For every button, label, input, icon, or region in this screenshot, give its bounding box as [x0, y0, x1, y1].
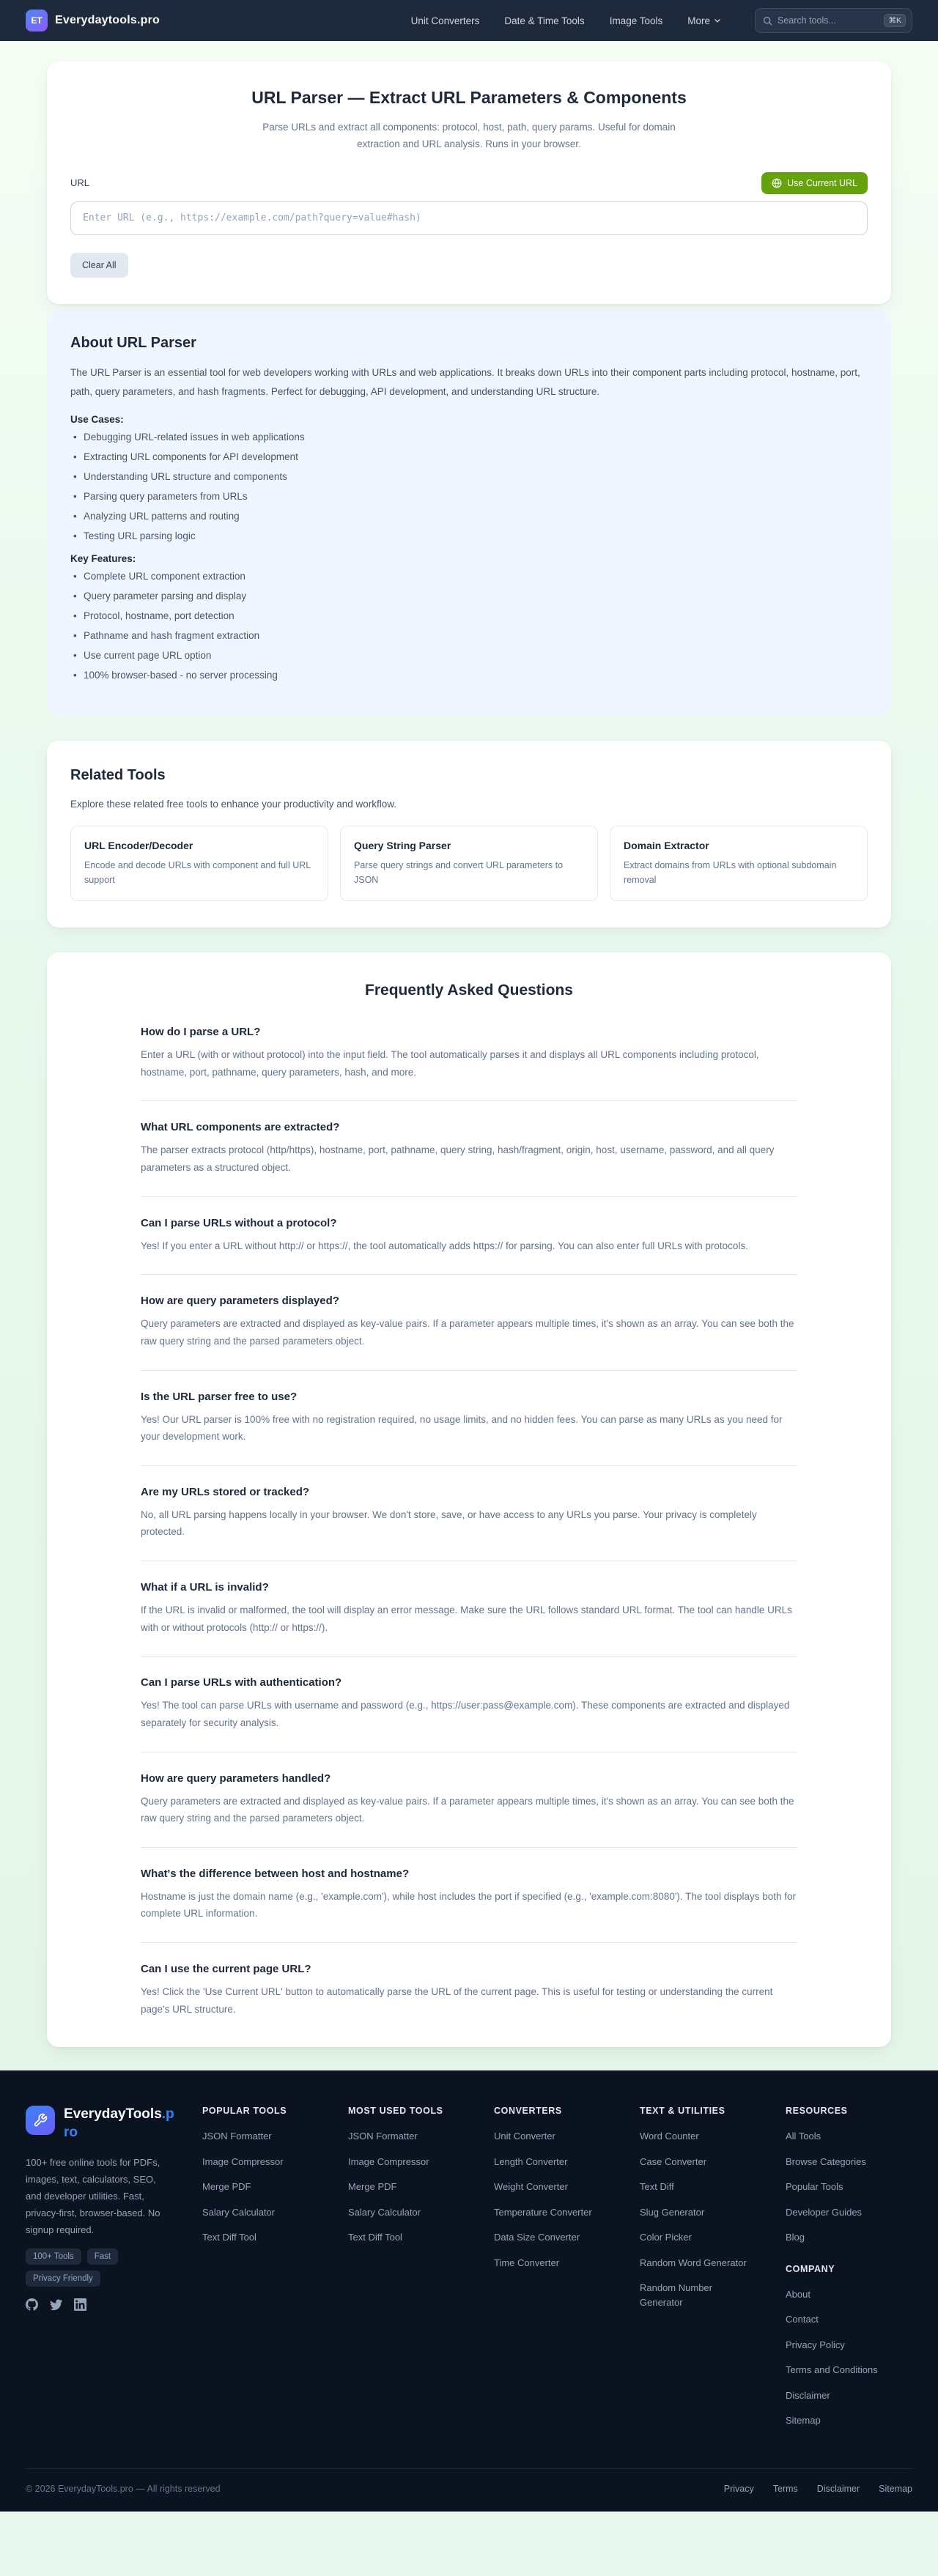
faq-answer: Yes! Our URL parser is 100% free with no registration required, no usage limits, and no hidden fees. You can parse as many URLs as you need for your development work.	[141, 1413, 783, 1443]
faq-divider	[141, 1656, 797, 1657]
nav-link[interactable]: Date & Time Tools	[504, 15, 585, 26]
faq-item	[141, 1217, 797, 1276]
footer-link[interactable]: Length Converter	[494, 2155, 568, 2167]
twitter-icon[interactable]	[50, 2298, 62, 2311]
footer-column-heading: TEXT & UTILITIES	[640, 2106, 725, 2117]
footer-badge: Fast	[87, 2249, 118, 2265]
faq-question: How are query parameters displayed?	[141, 1295, 339, 1308]
faq-answer: Yes! The tool can parse URLs with username and password (e.g., https://user:pass@example.com). These components are extracted and displayed separately for security analysis.	[141, 1700, 790, 1728]
key-feature-item: • Pathname and hash fragment extraction	[70, 630, 868, 641]
faq-answer: No, all URL parsing happens locally in your browser. We don't store, save, or have access to any URLs you parse. Your privacy is completely protected.	[141, 1509, 757, 1538]
globe-icon	[772, 178, 782, 188]
main-nav	[411, 15, 721, 26]
footer-link[interactable]: Merge PDF	[202, 2181, 251, 2193]
related-tools-section	[47, 741, 891, 928]
url-field-label: URL	[70, 177, 90, 189]
faq-question: Can I parse URLs without a protocol?	[141, 1216, 337, 1229]
footer-link[interactable]: Image Compressor	[202, 2155, 284, 2167]
nav-link[interactable]: Image Tools	[609, 15, 663, 26]
faq-answer: Query parameters are extracted and displayed as key-value pairs. If a parameter appears multiple times, it's shown as an array. You can see both the raw query string and the parsed parameters object.	[141, 1318, 794, 1347]
related-tools-subheading: Explore these related free tools to enhance your productivity and workflow.	[70, 799, 396, 810]
site-logo-text: ET	[31, 15, 43, 26]
use-current-url-button[interactable]	[761, 172, 868, 194]
related-tool-desc: Parse query strings and convert URL parameters to JSON	[354, 860, 564, 886]
footer-bottom-link[interactable]: Privacy	[723, 2483, 754, 2494]
faq-question: Is the URL parser free to use?	[141, 1390, 298, 1403]
wrench-logo-icon	[33, 2113, 48, 2128]
footer-badge: Privacy Friendly	[26, 2270, 100, 2287]
footer-bottom-link[interactable]: Terms	[772, 2483, 798, 2494]
faq-divider	[141, 1465, 797, 1466]
about-intro: The URL Parser is an essential tool for web developers working with URLs and web applications. It breaks down URLs into their component parts including protocol, hostname, port, path, query parameters, and hash fragments. Perfect for debugging, API development, and understanding URL structure.	[70, 366, 860, 397]
footer-column-company	[786, 2264, 912, 2428]
faq-item	[141, 1486, 797, 1561]
faq-question: What URL components are extracted?	[141, 1121, 340, 1134]
footer-bottom-bar	[26, 2468, 912, 2512]
faq-divider	[141, 1370, 797, 1371]
tool-description: Parse URLs and extract all components: protocol, host, path, query params. Useful for domain extraction and URL analysis. Runs in your browser.	[262, 122, 676, 149]
footer-description: 100+ free online tools for PDFs, images, text, calculators, SEO, and developer utilities. Fast, privacy-first, browser-based. No signup required.	[26, 2156, 160, 2236]
footer-link[interactable]: JSON Formatter	[348, 2131, 418, 2142]
footer-link[interactable]: Weight Converter	[494, 2181, 568, 2193]
key-feature-item: • Complete URL component extraction	[70, 571, 868, 582]
footer-link[interactable]: Temperature Converter	[494, 2206, 592, 2218]
linkedin-icon[interactable]	[74, 2298, 86, 2311]
use-case-item: • Testing URL parsing logic	[70, 530, 868, 541]
faq-divider	[141, 1274, 797, 1275]
footer-link[interactable]: Slug Generator	[640, 2206, 705, 2218]
footer-column-heading: MOST USED TOOLS	[348, 2106, 443, 2117]
nav-link[interactable]: Unit Converters	[410, 15, 480, 26]
use-cases-label: Use Cases:	[70, 414, 124, 426]
faq-section	[47, 952, 891, 2047]
page-title: URL Parser — Extract URL Parameters & Components	[251, 88, 687, 107]
faq-item	[141, 1676, 797, 1752]
footer-link[interactable]: Merge PDF	[348, 2181, 397, 2193]
footer-badges	[26, 2249, 165, 2287]
footer-link[interactable]: Random Number Generator	[640, 2282, 712, 2308]
github-icon[interactable]	[26, 2298, 38, 2311]
key-feature-item: • Protocol, hostname, port detection	[70, 610, 868, 621]
url-input[interactable]	[70, 201, 868, 235]
faq-question: Can I use the current page URL?	[141, 1963, 311, 1976]
faq-answer: The parser extracts protocol (http/https), hostname, port, pathname, query string, hash/fragment, origin, host, username, password, and all query parameters as a structured object.	[141, 1144, 775, 1174]
footer-link[interactable]: Color Picker	[640, 2232, 692, 2243]
faq-question: What if a URL is invalid?	[141, 1581, 269, 1594]
faq-question: How do I parse a URL?	[141, 1026, 261, 1039]
faq-item	[141, 1026, 797, 1101]
faq-item	[141, 1772, 797, 1848]
footer-column-popular-tools	[202, 2106, 329, 2439]
faq-divider	[141, 1847, 797, 1848]
footer-link[interactable]: Browse Categories	[786, 2155, 866, 2167]
key-features-list	[70, 571, 868, 681]
use-case-item: • Debugging URL-related issues in web applications	[70, 432, 868, 443]
search-shortcut-badge: ⌘K	[884, 14, 906, 27]
footer-column-resources	[786, 2106, 912, 2439]
footer-link[interactable]: Unit Converter	[494, 2131, 555, 2142]
footer-link[interactable]: Word Counter	[640, 2131, 699, 2142]
related-tool-desc: Encode and decode URLs with component and full URL support	[84, 860, 311, 886]
use-cases-list	[70, 432, 868, 541]
footer	[0, 2070, 938, 2512]
footer-brand-column	[26, 2106, 183, 2439]
footer-link[interactable]: Text Diff Tool	[348, 2232, 402, 2243]
copyright: © 2026 EverydayTools.pro — All rights reserved	[26, 2483, 221, 2494]
faq-heading: Frequently Asked Questions	[365, 982, 573, 999]
faq-divider	[141, 1752, 797, 1753]
footer-link[interactable]: Text Diff Tool	[202, 2232, 256, 2243]
brand-name[interactable]: Everydaytools.pro	[55, 14, 160, 26]
footer-link[interactable]: Random Word Generator	[640, 2257, 747, 2268]
use-case-item: • Understanding URL structure and components	[70, 471, 868, 482]
search-box[interactable]	[755, 8, 912, 33]
footer-link[interactable]: All Tools	[786, 2131, 821, 2142]
faq-list	[141, 1026, 797, 2018]
footer-link[interactable]: JSON Formatter	[202, 2131, 272, 2142]
footer-link[interactable]: About	[786, 2288, 810, 2300]
page-background	[0, 41, 938, 2070]
faq-item	[141, 1868, 797, 1943]
site-logo[interactable]	[26, 10, 48, 32]
faq-question: Are my URLs stored or tracked?	[141, 1485, 310, 1498]
related-tool-title: Domain Extractor	[624, 840, 709, 852]
footer-column-heading: COMPANY	[786, 2263, 835, 2274]
footer-link[interactable]: Popular Tools	[786, 2181, 843, 2193]
faq-answer: If the URL is invalid or malformed, the tool will display an error message. Make sure the URL follows standard URL format. The tool can handle URLs with or without protocols (http:// or https://).	[141, 1605, 792, 1633]
related-tool-desc: Extract domains from URLs with optional subdomain removal	[624, 860, 837, 886]
footer-logo[interactable]	[26, 2106, 55, 2135]
related-tool-card[interactable]	[610, 826, 868, 901]
use-case-item: • Extracting URL components for API development	[70, 451, 868, 462]
footer-link[interactable]: Sitemap	[786, 2415, 821, 2427]
faq-item	[141, 1391, 797, 1466]
footer-bottom-links	[724, 2484, 912, 2494]
related-tools-heading: Related Tools	[70, 767, 166, 784]
footer-column-converters	[494, 2106, 621, 2439]
faq-divider	[141, 1942, 797, 1943]
faq-item	[141, 1121, 797, 1196]
navbar	[0, 0, 938, 41]
footer-link[interactable]: Contact	[786, 2314, 819, 2325]
footer-column-heading: POPULAR TOOLS	[202, 2106, 287, 2117]
related-tool-card[interactable]	[70, 826, 328, 901]
related-tool-card[interactable]	[340, 826, 598, 901]
faq-question: What's the difference between host and hostname?	[141, 1867, 410, 1880]
faq-item	[141, 1295, 797, 1370]
footer-link[interactable]: Privacy Policy	[786, 2339, 845, 2350]
faq-divider	[141, 1196, 797, 1197]
footer-socials	[26, 2298, 183, 2311]
faq-question: Can I parse URLs with authentication?	[141, 1676, 342, 1689]
footer-link[interactable]: Text Diff	[640, 2181, 674, 2193]
footer-link[interactable]: Disclaimer	[786, 2389, 830, 2401]
nav-more-label: More	[687, 15, 710, 26]
use-case-item: • Parsing query parameters from URLs	[70, 491, 868, 502]
use-current-url-label: Use Current URL	[787, 177, 857, 188]
key-feature-item: • Query parameter parsing and display	[70, 591, 868, 602]
footer-link[interactable]: Image Compressor	[348, 2155, 429, 2167]
faq-item	[141, 1581, 797, 1657]
footer-link[interactable]: Developer Guides	[786, 2206, 863, 2218]
footer-column-heading: RESOURCES	[786, 2106, 848, 2117]
key-feature-item: • Use current page URL option	[70, 650, 868, 661]
about-section	[47, 311, 891, 716]
footer-link[interactable]: Salary Calculator	[202, 2206, 275, 2218]
faq-answer: Enter a URL (with or without protocol) into the input field. The tool automatically parses it and displays all URL components including protocol, hostname, port, pathname, query parameters, hash, and more.	[141, 1049, 759, 1078]
footer-link[interactable]: Salary Calculator	[348, 2206, 421, 2218]
footer-column-most-used-tools	[348, 2106, 475, 2439]
footer-column-heading: CONVERTERS	[494, 2106, 562, 2117]
footer-link[interactable]: Blog	[786, 2232, 805, 2243]
related-tool-title: URL Encoder/Decoder	[84, 840, 193, 852]
footer-link[interactable]: Data Size Converter	[494, 2232, 580, 2243]
related-tool-title: Query String Parser	[354, 840, 451, 852]
footer-link[interactable]: Case Converter	[640, 2155, 707, 2167]
key-feature-item: • 100% browser-based - no server processing	[70, 670, 868, 681]
footer-link[interactable]: Terms and Conditions	[786, 2364, 878, 2376]
footer-column-text-utilities	[640, 2106, 767, 2439]
footer-badge: 100+ Tools	[26, 2249, 81, 2265]
url-parser-card	[47, 62, 891, 304]
use-case-item: • Analyzing URL patterns and routing	[70, 511, 868, 522]
footer-bottom-link[interactable]: Disclaimer	[816, 2483, 860, 2494]
about-heading: About URL Parser	[70, 334, 196, 351]
nav-more[interactable]	[687, 15, 721, 26]
faq-answer: Query parameters are extracted and displayed as key-value pairs. If a parameter appears multiple times, it's shown as an array. You can see both the raw query string and the parsed parameters object.	[141, 1795, 794, 1824]
faq-answer: Hostname is just the domain name (e.g., 'example.com'), while host includes the port if specified (e.g., 'example.com:8080'). The tool displays both for complete URL information.	[141, 1890, 796, 1920]
chevron-down-icon	[714, 17, 721, 24]
footer-brand-name[interactable]: EverydayTools.pro	[64, 2106, 174, 2140]
footer-bottom-link[interactable]: Sitemap	[879, 2483, 912, 2494]
faq-divider	[141, 1100, 797, 1101]
search-placeholder: Search tools...	[778, 15, 836, 26]
clear-all-button[interactable]: Clear All	[70, 253, 128, 278]
search-icon	[763, 16, 772, 26]
footer-link[interactable]: Time Converter	[494, 2257, 560, 2268]
key-features-label: Key Features:	[70, 553, 136, 565]
faq-item	[141, 1963, 797, 2018]
faq-question: How are query parameters handled?	[141, 1772, 331, 1785]
faq-answer: Yes! Click the 'Use Current URL' button to automatically parse the URL of the current page. This is useful for testing or understanding the current page's URL structure.	[141, 1986, 773, 2015]
faq-answer: Yes! If you enter a URL without http:// or https://, the tool automatically adds https:// for parsing. You can also enter full URLs with protocols.	[141, 1240, 748, 1251]
related-tools-grid	[70, 826, 868, 901]
